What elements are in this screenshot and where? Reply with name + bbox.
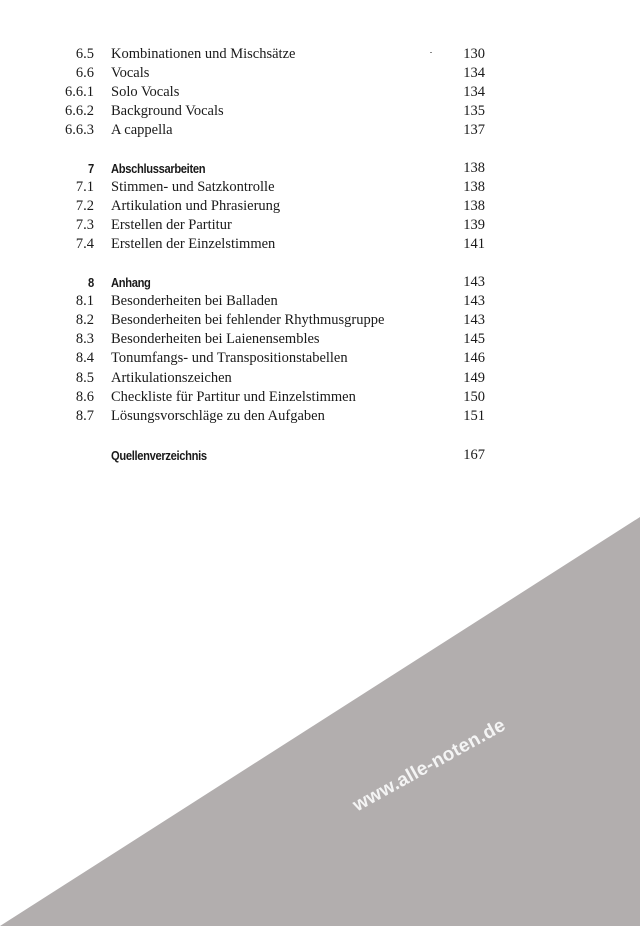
toc-entry-row	[0, 311, 640, 330]
toc-number: 7.4	[75, 236, 94, 252]
toc-title: Background Vocals	[111, 103, 224, 119]
toc-page-number: 146	[463, 350, 485, 366]
toc-entry-row	[0, 121, 640, 140]
toc-chapter-row	[0, 159, 640, 178]
toc-title: Besonderheiten bei Balladen	[111, 293, 278, 309]
watermark-url: www.alle-noten.de	[349, 714, 510, 817]
toc-number: 6.6.2	[65, 103, 94, 119]
toc-title: Artikulationszeichen	[111, 370, 232, 386]
toc-number: 7.1	[75, 179, 94, 195]
toc-title: Erstellen der Einzelstimmen	[111, 236, 276, 252]
toc-number: 6.6.3	[65, 122, 94, 138]
toc-page-number: 138	[463, 179, 485, 195]
toc-number: 7.3	[75, 217, 94, 233]
toc-page-number: 139	[463, 217, 485, 233]
toc-page-number: 135	[463, 103, 485, 119]
toc-number: 7.2	[75, 198, 94, 214]
toc-page-number: 143	[463, 312, 485, 328]
toc-page-number: 167	[463, 447, 485, 463]
toc-number: 6.6.1	[65, 84, 94, 100]
toc-page-number: 137	[463, 122, 485, 138]
toc-page-number: 134	[463, 84, 485, 100]
toc-number: 6.5	[75, 46, 94, 62]
toc-page-number: 138	[463, 198, 485, 214]
toc-chapter-row	[0, 446, 640, 465]
toc-page-number: 134	[463, 65, 485, 81]
toc-entry-row	[0, 235, 640, 254]
toc-title: Tonumfangs- und Transpositionstabellen	[111, 350, 348, 366]
toc-title: Stimmen- und Satzkontrolle	[111, 179, 275, 195]
toc-title: Erstellen der Partitur	[111, 217, 232, 233]
toc-chapter-row	[0, 273, 640, 292]
toc-page-number: 145	[463, 331, 485, 347]
toc-entry-row	[0, 292, 640, 311]
toc-entry-row	[0, 197, 640, 216]
toc-page-number: 143	[463, 293, 485, 309]
toc-entry-row	[0, 330, 640, 349]
toc-page-number: 141	[463, 236, 485, 252]
toc-number: 8.2	[75, 312, 94, 328]
toc-title: Quellenverzeichnis	[111, 448, 207, 463]
stray-dot	[430, 52, 432, 53]
toc-title: Checkliste für Partitur und Einzelstimmen	[111, 389, 356, 405]
toc-number: 8.3	[75, 331, 94, 347]
toc-entry-row	[0, 349, 640, 368]
toc-number: 8.7	[75, 408, 94, 424]
toc-number: 8.5	[75, 370, 94, 386]
toc-title: Besonderheiten bei fehlender Rhythmusgruppe	[111, 312, 385, 328]
toc-title: A cappella	[111, 122, 173, 138]
toc-entry-row	[0, 407, 640, 426]
toc-number: 8.1	[75, 293, 94, 309]
toc-entry-row	[0, 369, 640, 388]
toc-title: Vocals	[111, 65, 150, 81]
toc-title: Abschlussarbeiten	[111, 161, 206, 176]
toc-entry-row	[0, 45, 640, 64]
toc-title: Anhang	[111, 275, 151, 290]
toc-page-number: 151	[463, 408, 485, 424]
toc-page-number: 150	[463, 389, 485, 405]
toc-page-number: 143	[463, 274, 485, 290]
toc-title: Kombinationen und Mischsätze	[111, 46, 296, 62]
toc-entry-row	[0, 83, 640, 102]
toc-title: Lösungsvorschläge zu den Aufgaben	[111, 408, 325, 424]
toc-title: Solo Vocals	[111, 84, 180, 100]
toc-number: 8.4	[75, 350, 94, 366]
toc-number: 8	[88, 275, 94, 290]
toc-number: 7	[88, 161, 94, 176]
toc-page-number: 138	[463, 160, 485, 176]
toc-title: Artikulation und Phrasierung	[111, 198, 281, 214]
toc-entry-row	[0, 388, 640, 407]
toc-number: 8.6	[75, 389, 94, 405]
toc-entry-row	[0, 64, 640, 83]
toc-page-number: 130	[463, 46, 485, 62]
toc-entry-row	[0, 102, 640, 121]
toc-entry-row	[0, 216, 640, 235]
toc-page-number: 149	[463, 370, 485, 386]
toc-entry-row	[0, 178, 640, 197]
toc-number: 6.6	[75, 65, 94, 81]
toc-title: Besonderheiten bei Laienensembles	[111, 331, 320, 347]
